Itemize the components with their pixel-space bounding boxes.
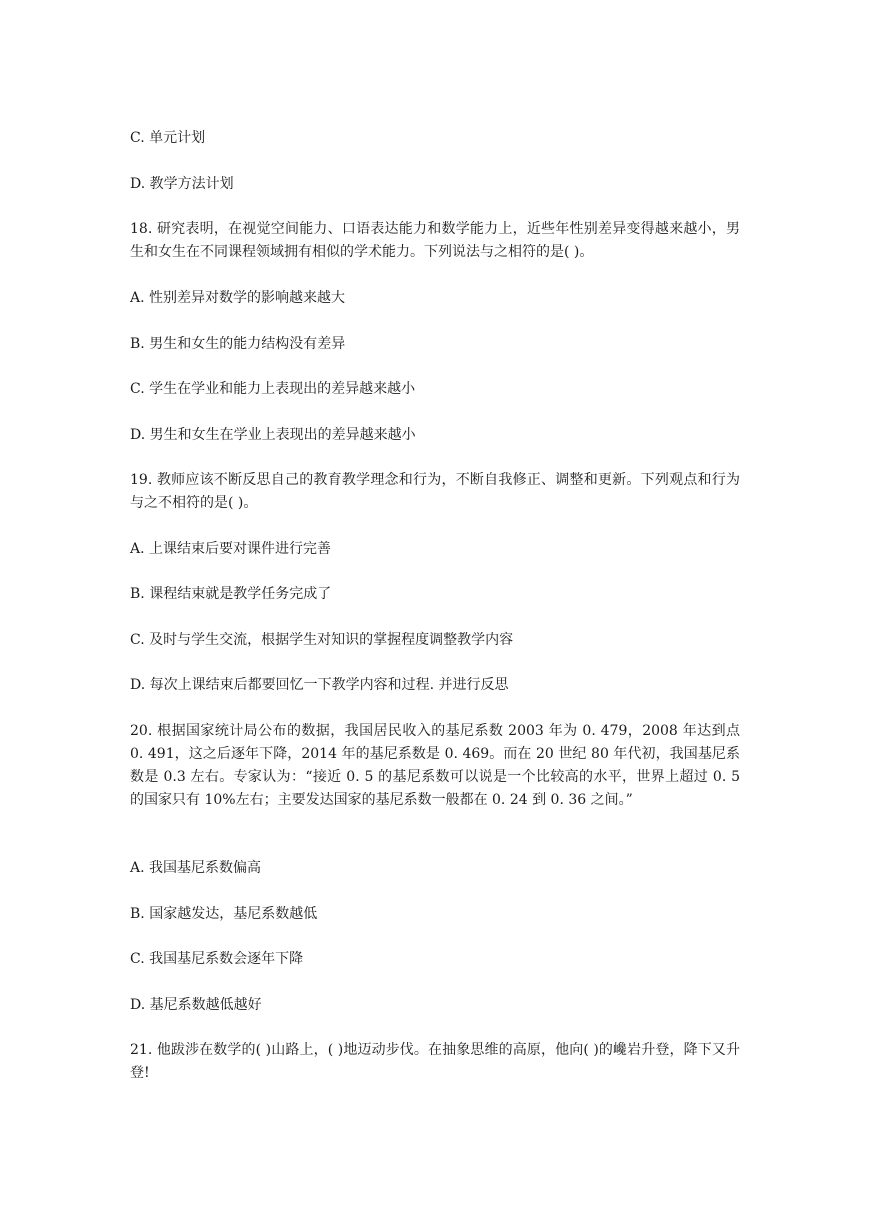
question-19-option-a: A. 上课结束后要对课件进行完善 [130, 541, 332, 557]
option-d-previous: D. 教学方法计划 [130, 176, 234, 192]
question-18-option-d: D. 男生和女生在学业上表现出的差异越来越小 [130, 427, 416, 443]
question-21: 21. 他跋涉在数学的( )山路上，( )地迈动步伐。在抽象思维的高原，他向( )的巉岩升登，降下又升登! [130, 1042, 740, 1081]
question-19: 19. 教师应该不断反思自己的教育教学理念和行为，不断自我修正、调整和更新。下列观点和行为与之不相符的是( )。 [130, 472, 740, 511]
question-19-option-d: D. 每次上课结束后都要回忆一下教学内容和过程. 并进行反思 [130, 677, 509, 693]
question-20-option-b: B. 国家越发达，基尼系数越低 [130, 906, 318, 922]
question-20-option-d: D. 基尼系数越低越好 [130, 997, 262, 1013]
question-20-option-a: A. 我国基尼系数偏高 [130, 860, 262, 876]
question-18-option-b: B. 男生和女生的能力结构没有差异 [130, 336, 346, 352]
question-18-option-a: A. 性别差异对数学的影响越来越大 [130, 290, 346, 306]
question-19-option-c: C. 及时与学生交流，根据学生对知识的掌握程度调整教学内容 [130, 632, 514, 648]
option-c-previous: C. 单元计划 [130, 130, 206, 146]
question-18: 18. 研究表明，在视觉空间能力、口语表达能力和数学能力上，近些年性别差异变得越来越小，男生和女生在不同课程领域拥有相似的学术能力。下列说法与之相符的是( )。 [130, 221, 740, 260]
question-19-option-b: B. 课程结束就是教学任务完成了 [130, 586, 332, 602]
question-18-option-c: C. 学生在学业和能力上表现出的差异越来越小 [130, 381, 416, 397]
question-20: 20. 根据国家统计局公布的数据，我国居民收入的基尼系数 2003 年为 0. 479，2008 年达到点 0. 491，这之后逐年下降，2014 年的基尼系数是 0. 469。而在 20 世纪 80 年代初，我国基尼系数是 0.3 左右。专家认为：“接近 0. 5 的基尼系数可以说是一个比较高的水平，世界上超过 0. 5 的国家只有 10%左右；主要发达国家的基尼系数一般都在 0. 24 到 0. 36 之间。” [130, 723, 740, 808]
question-20-option-c: C. 我国基尼系数会逐年下降 [130, 951, 304, 967]
